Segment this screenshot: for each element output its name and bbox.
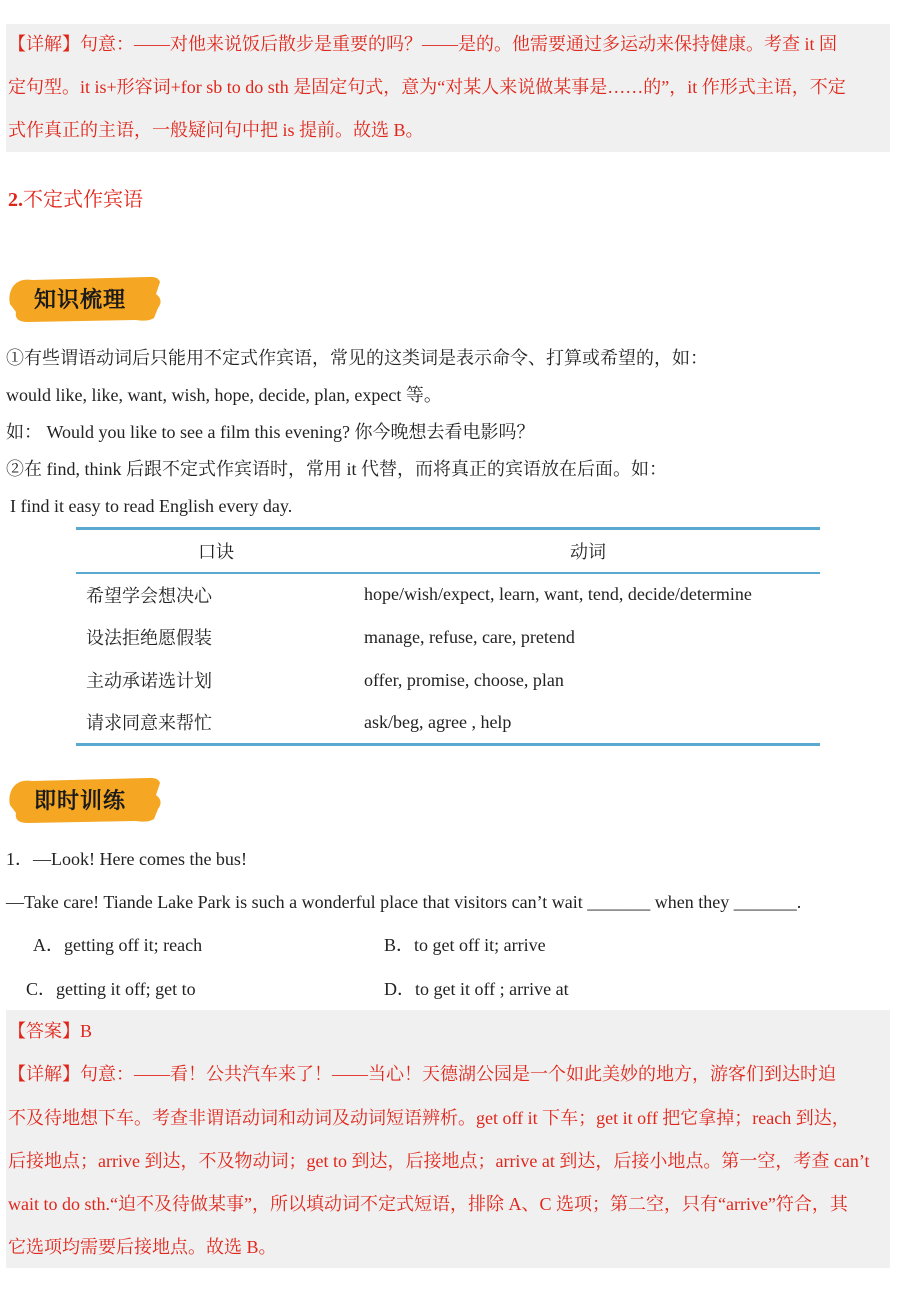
explanation-text: 句意：——看！公共汽车来了！——当心！天德湖公园是一个如此美妙的地方，游客们到达时迫	[80, 1064, 836, 1084]
table-cell-verbs: manage, refuse, care, pretend	[364, 626, 575, 647]
prev-explanation-line-1	[8, 33, 837, 55]
table-cell-mnemonic: 希望学会想决心	[86, 585, 212, 606]
knowledge-badge	[8, 274, 164, 324]
explanation-line-3: 后接地点；arrive 到达，不及物动词；get to 到达，后接地点；arrive at 到达，后接小地点。第一空，考查 can’t	[8, 1151, 870, 1171]
practice-badge	[8, 775, 164, 825]
note-line-1: ①有些谓语动词后只能用不定式作宾语，常见的这类词是表示命令、打算或希望的，如：	[6, 348, 708, 368]
table-header-row	[76, 529, 820, 573]
note-line-4: ②在 find, think 后跟不定式作宾语时，常用 it 代替，而将真正的宾语放在后面。如：	[6, 459, 667, 479]
table-header-mnemonic: 口诀	[198, 541, 234, 562]
mnemonic-table	[76, 527, 820, 746]
table-row	[76, 573, 820, 616]
option-b: B．to get off it; arrive	[384, 935, 546, 955]
table-row	[76, 702, 820, 745]
option-c: C．getting it off; get to	[26, 979, 196, 999]
section-heading	[8, 187, 143, 213]
prev-explanation-line-3: 式作真正的主语，一般疑问句中把 is 提前。故选 B。	[8, 120, 424, 140]
option-d: D．to get it off ; arrive at	[384, 979, 569, 999]
prev-explanation-line-2: 定句型。it is+形容词+for sb to do sth 是固定句式，意为“对某人来说做某事是……的”，it 作形式主语，不定	[8, 77, 846, 97]
answer-line	[8, 1020, 92, 1042]
prev-explanation-label: 【详解】	[8, 34, 80, 54]
note-line-3: 如： Would you like to see a film this evening? 你今晚想去看电影吗？	[6, 422, 535, 442]
explanation-line-4: wait to do sth.“迫不及待做某事”，所以填动词不定式短语，排除 A、C 选项；第二空，只有“arrive”符合，其	[8, 1194, 848, 1214]
answer-box	[6, 1010, 890, 1268]
option-a: A．getting off it; reach	[33, 935, 203, 955]
practice-badge-label: 即时训练	[34, 789, 127, 814]
table-cell-verbs: hope/wish/expect, learn, want, tend, decide/determine	[364, 584, 752, 604]
answer-label: 【答案】	[8, 1021, 80, 1041]
explanation-line-2: 不及待地想下车。考查非谓语动词和动词及动词短语辨析。get off it 下车；get it off 把它拿掉；reach 到达，	[8, 1108, 850, 1128]
table-cell-mnemonic: 请求同意来帮忙	[86, 713, 212, 734]
table-cell-mnemonic: 设法拒绝愿假装	[86, 628, 212, 648]
explanation-line-1	[8, 1063, 836, 1085]
table-row	[76, 616, 820, 659]
answer-value: B	[80, 1021, 93, 1041]
table-cell-verbs: ask/beg, agree , help	[364, 711, 512, 732]
explanation-label: 【详解】	[8, 1064, 80, 1084]
note-line-2: would like, like, want, wish, hope, decide, plan, expect 等。	[6, 385, 442, 405]
table-cell-mnemonic: 主动承诺选计划	[86, 671, 212, 691]
section-title: 不定式作宾语	[23, 189, 143, 211]
knowledge-badge-label: 知识梳理	[34, 288, 127, 313]
table-header-verbs: 动词	[570, 541, 606, 562]
note-line-5: I find it easy to read English every day.	[10, 496, 293, 516]
table-cell-verbs: offer, promise, choose, plan	[364, 669, 564, 690]
section-number: 2.	[8, 189, 23, 211]
explanation-line-5: 它选项均需要后接地点。故选 B。	[8, 1237, 277, 1257]
question-stem-2: —Take care! Tiande Lake Park is such a wonderful place that visitors can’t wait _______ when they _______.	[6, 892, 802, 912]
table-row	[76, 659, 820, 702]
prev-explanation-text: 句意：——对他来说饭后散步是重要的吗？——是的。他需要通过多运动来保持健康。考查 it 固	[80, 34, 837, 54]
question-stem-1: 1．—Look! Here comes the bus!	[6, 849, 247, 869]
